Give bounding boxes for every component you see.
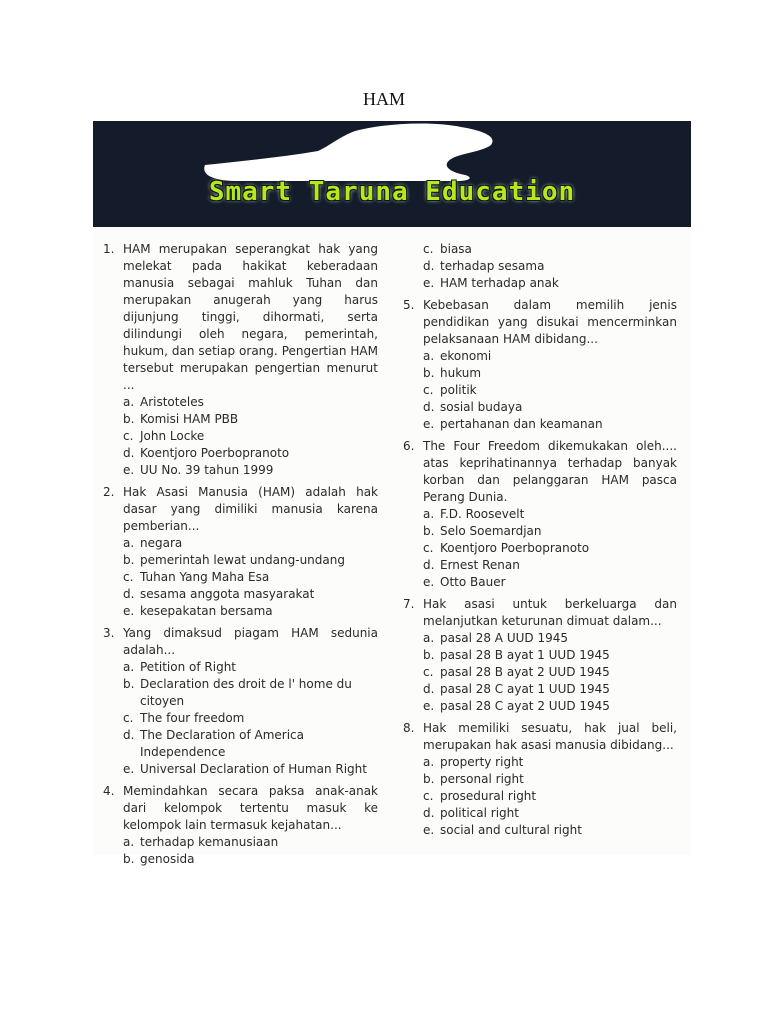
option-letter: d. [123,446,135,460]
question-text: The Four Freedom dikemukakan oleh.... atas keprihatinannya terhadap banyak korban dan pelanggaran HAM pasca Perang Dunia. [423,439,677,504]
option-letter: c. [123,570,134,584]
question-item [93,783,378,868]
answer-option [123,676,378,710]
option-letter: b. [423,772,435,786]
answer-option [123,586,378,603]
answer-option [423,771,677,788]
question-item [393,438,677,591]
option-letter: a. [123,660,135,674]
question-item [393,596,677,715]
option-letter: b. [123,677,135,691]
option-text: The four freedom [140,711,245,725]
banner-image [93,121,691,227]
option-text: terhadap sesama [440,259,545,273]
option-text: Koentjoro Poerbopranoto [440,541,590,555]
question-number: 4. [103,784,115,798]
option-letter: a. [423,631,435,645]
answer-option [423,664,677,681]
option-letter: e. [423,823,435,837]
option-letter: d. [423,400,435,414]
question-number: 3. [103,626,115,640]
option-letter: e. [423,575,435,589]
option-letter: b. [123,553,135,567]
question-text: Memindahkan secara paksa anak-anak dari kelompok tertentu masuk ke kelompok lain termasuk kejahatan... [123,784,378,832]
answer-option [423,416,677,433]
option-letter: a. [423,507,435,521]
option-letter: b. [123,412,135,426]
option-text: Universal Declaration of Human Right [140,762,367,776]
option-text: political right [440,806,519,820]
option-text: Selo Soemardjan [440,524,542,538]
option-text: pasal 28 C ayat 2 UUD 1945 [440,699,610,713]
option-letter: e. [423,276,435,290]
option-letter: b. [123,852,135,866]
option-letter: d. [423,558,435,572]
option-letter: a. [123,835,135,849]
answer-option [123,411,378,428]
option-letter: a. [123,536,135,550]
option-text: Declaration des droit de l' home du citoyen [140,677,352,708]
option-text: Otto Bauer [440,575,506,589]
option-text: terhadap kemanusiaan [140,835,279,849]
answer-option [123,761,378,778]
answer-option [123,603,378,620]
question-number: 5. [403,298,415,312]
banner-title: Smart Taruna Education [208,177,576,207]
right-column [393,241,677,844]
document-title: HAM [362,89,405,109]
option-text: hukum [440,366,482,380]
option-letter: c. [423,541,434,555]
option-text: pasal 28 A UUD 1945 [440,631,568,645]
question-text: Yang dimaksud piagam HAM sedunia adalah... [123,626,378,657]
option-letter: b. [423,648,435,662]
answer-option [423,506,677,523]
answer-option [423,822,677,839]
option-letter: e. [123,604,135,618]
option-letter: a. [423,349,435,363]
answer-option [423,630,677,647]
answer-option [123,834,378,851]
option-letter: e. [423,417,435,431]
answer-option [423,788,677,805]
option-text: politik [440,383,477,397]
silhouette-logo [93,121,691,227]
answer-option [423,805,677,822]
option-letter: c. [123,429,134,443]
option-text: Petition of Right [140,660,237,674]
option-letter: e. [423,699,435,713]
answer-option [123,710,378,727]
answer-option [123,394,378,411]
option-text: Komisi HAM PBB [140,412,239,426]
option-letter: d. [123,728,135,742]
option-text: pemerintah lewat undang-undang [140,553,345,567]
question-number: 7. [403,597,415,611]
answer-option [423,557,677,574]
left-column [93,241,378,873]
option-text: personal right [440,772,524,786]
option-letter: a. [423,755,435,769]
option-text: Ernest Renan [440,558,520,572]
answer-option [423,681,677,698]
option-text: genosida [140,852,195,866]
question-item [393,720,677,839]
answer-option [123,535,378,552]
option-text: biasa [440,242,472,256]
answer-option [423,399,677,416]
answer-option [423,754,677,771]
answer-option [423,365,677,382]
question-text: Hak Asasi Manusia (HAM) adalah hak dasar yang dimiliki manusia karena pemberian... [123,485,378,533]
option-letter: a. [123,395,135,409]
question-item [93,625,378,778]
question-item [93,484,378,620]
answer-option [423,698,677,715]
option-text: sosial budaya [440,400,523,414]
question-text: Kebebasan dalam memilih jenis pendidikan yang disukai mencerminkan pelaksanaan HAM dibidang... [423,298,677,346]
option-text: pertahanan dan keamanan [440,417,603,431]
answer-option [423,241,677,258]
option-letter: c. [423,383,434,397]
option-letter: e. [123,762,135,776]
option-text: ekonomi [440,349,492,363]
option-letter: c. [423,789,434,803]
option-letter: d. [123,587,135,601]
answer-option [423,647,677,664]
option-text: F.D. Roosevelt [440,507,525,521]
question-number: 2. [103,485,115,499]
option-text: property right [440,755,524,769]
question-item [93,241,378,479]
answer-option [423,348,677,365]
answer-option [123,552,378,569]
option-text: kesepakatan bersama [140,604,273,618]
question-text: Hak memiliki sesuatu, hak jual beli, merupakan hak asasi manusia dibidang... [423,721,677,752]
question-item [393,297,677,433]
answer-option [423,540,677,557]
option-text: social and cultural right [440,823,582,837]
option-letter: c. [423,242,434,256]
question-number: 1. [103,242,115,256]
option-letter: b. [423,524,435,538]
option-letter: d. [423,682,435,696]
option-text: negara [140,536,183,550]
answer-option [123,659,378,676]
answer-option [123,569,378,586]
option-text: John Locke [140,429,205,443]
answer-option [123,851,378,868]
answer-option [423,258,677,275]
option-text: HAM terhadap anak [440,276,559,290]
option-letter: d. [423,806,435,820]
option-letter: c. [123,711,134,725]
answer-option [123,727,378,761]
answer-option [423,275,677,292]
answer-option [423,574,677,591]
option-text: pasal 28 C ayat 1 UUD 1945 [440,682,610,696]
option-text: prosedural right [440,789,537,803]
option-letter: e. [123,463,135,477]
option-text: Tuhan Yang Maha Esa [140,570,270,584]
option-text: Koentjoro Poerbopranoto [140,446,290,460]
option-text: The Declaration of America Independence [140,728,305,759]
option-letter: d. [423,259,435,273]
answer-option [423,382,677,399]
question-item [393,241,677,292]
option-letter: b. [423,366,435,380]
option-text: UU No. 39 tahun 1999 [140,463,274,477]
question-text: Hak asasi untuk berkeluarga dan melanjutkan keturunan dimuat dalam... [423,597,677,628]
question-text: HAM merupakan seperangkat hak yang melekat pada hakikat keberadaan manusia sebagai mahluk Tuhan dan merupakan anugerah yang harus dijunjung tinggi, dihormati, serta dilindungi oleh negara, pemerintah, hukum, dan setiap orang. Pengertian HAM tersebut merupakan pengertian menurut ... [123,242,378,392]
answer-option [423,523,677,540]
answer-option [123,445,378,462]
option-text: pasal 28 B ayat 2 UUD 1945 [440,665,610,679]
option-text: pasal 28 B ayat 1 UUD 1945 [440,648,610,662]
option-letter: c. [423,665,434,679]
question-number: 8. [403,721,415,735]
answer-option [123,462,378,479]
question-sheet [93,227,691,866]
answer-option [123,428,378,445]
option-text: Aristoteles [140,395,204,409]
option-text: sesama anggota masyarakat [140,587,315,601]
question-number: 6. [403,439,415,453]
